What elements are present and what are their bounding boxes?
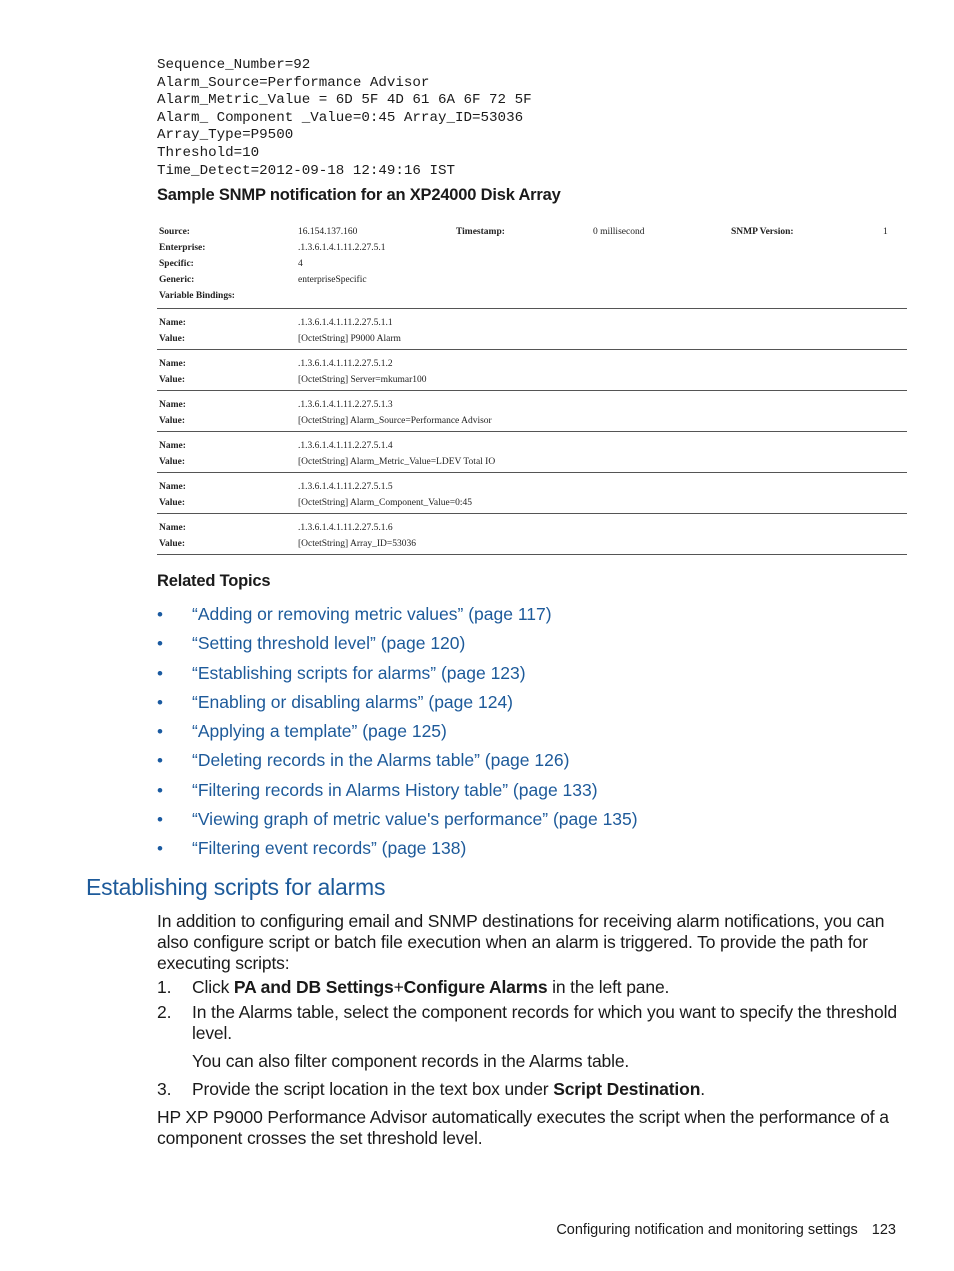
step-number: 1. [157, 977, 172, 997]
related-topic-link[interactable]: “Viewing graph of metric value's performance” (page 135) [192, 809, 638, 830]
related-topics-list [157, 600, 638, 864]
page-footer [556, 1222, 896, 1238]
menu-separator: + [393, 977, 404, 997]
name-label: Name: [159, 482, 186, 492]
step-text-part: in the left pane. [547, 977, 670, 997]
binding-value-row [157, 413, 907, 429]
generic-value: enterpriseSpecific [298, 275, 367, 285]
related-topic-link[interactable]: “Filtering records in Alarms History table” (page 133) [192, 779, 598, 800]
code-line: Alarm_Metric_Value = 6D 5F 4D 61 6A 6F 72 5F [157, 92, 532, 109]
related-topic-link[interactable]: “Adding or removing metric values” (page 117) [192, 604, 552, 624]
related-topic-item [157, 717, 638, 746]
snmp-row-specific [157, 256, 907, 272]
related-topic-link[interactable]: “Setting threshold level” (page 120) [192, 633, 466, 654]
binding-value-row [157, 372, 907, 388]
value-label: Value: [159, 375, 186, 385]
binding-name: .1.3.6.1.4.1.11.2.27.5.1.4 [298, 441, 393, 451]
binding-value-row [157, 331, 907, 347]
binding-name-row [157, 438, 907, 454]
name-label: Name: [159, 400, 186, 410]
bullet-icon: • [157, 692, 163, 712]
code-line: Threshold=10 [157, 144, 260, 161]
related-topic-link[interactable]: “Filtering event records” (page 138) [192, 838, 467, 859]
generic-label: Generic: [159, 275, 195, 285]
related-topic-link[interactable]: “Enabling or disabling alarms” (page 124) [192, 691, 514, 712]
value-label: Value: [159, 416, 186, 426]
value-label: Value: [159, 457, 186, 467]
source-value: 16.154.137.160 [298, 227, 358, 237]
binding-name-row [157, 520, 907, 536]
binding-name-row [157, 356, 907, 372]
timestamp-value: 0 millisecond [593, 227, 645, 237]
figure-caption: Sample SNMP notification for an XP24000 Disk Array [157, 186, 561, 204]
code-line: Array_Type=P9500 [157, 127, 294, 144]
related-topic-item [157, 688, 638, 717]
menu-path-pa-db-settings: PA and DB Settings [233, 977, 394, 997]
specific-label: Specific: [159, 259, 194, 269]
value-label: Value: [159, 498, 186, 508]
binding-value-row [157, 536, 907, 552]
related-topic-link[interactable]: “Establishing scripts for alarms” (page 123) [192, 662, 526, 683]
snmp-row-enterprise [157, 240, 907, 256]
step-note-text: You can also filter component records in the Alarms table. [192, 1051, 630, 1071]
name-label: Name: [159, 441, 186, 451]
binding-name-row [157, 315, 907, 331]
related-topic-item [157, 629, 638, 658]
related-topic-link[interactable]: “Deleting records in the Alarms table” (page 126) [192, 750, 570, 771]
snmp-notification-figure [157, 224, 907, 555]
step-number: 2. [157, 1002, 172, 1022]
menu-path-configure-alarms: Configure Alarms [403, 977, 548, 997]
binding-value: [OctetString] Alarm_Component_Value=0:45 [298, 498, 472, 508]
name-label: Name: [159, 318, 186, 328]
binding-block [157, 308, 907, 349]
specific-value: 4 [298, 259, 303, 269]
code-line: Alarm_Source=Performance Advisor [157, 74, 430, 91]
related-topic-item [157, 659, 638, 688]
binding-name: .1.3.6.1.4.1.11.2.27.5.1.1 [298, 318, 393, 328]
binding-block [157, 513, 907, 554]
related-topic-link[interactable]: “Applying a template” (page 125) [192, 721, 447, 742]
bullet-icon: • [157, 751, 163, 771]
figure-bottom-rule [157, 554, 907, 555]
value-label: Value: [159, 539, 186, 549]
section-heading: Establishing scripts for alarms [86, 874, 386, 900]
closing-paragraph: HP XP P9000 Performance Advisor automatically executes the script when the performance of a component crosses the set threshold level. [157, 1107, 889, 1148]
value-label: Value: [159, 334, 186, 344]
binding-value-row [157, 454, 907, 470]
step-number: 3. [157, 1079, 172, 1099]
binding-value: [OctetString] Alarm_Source=Performance Advisor [298, 416, 492, 426]
binding-name: .1.3.6.1.4.1.11.2.27.5.1.2 [298, 359, 393, 369]
snmp-row-source [157, 224, 907, 240]
step-text: In the Alarms table, select the component records for which you want to specify the threshold level. [192, 1002, 897, 1043]
step-text [192, 1079, 897, 1100]
bullet-icon: • [157, 810, 163, 830]
snmp-row-generic [157, 272, 907, 288]
related-topic-item [157, 805, 638, 834]
binding-value-row [157, 495, 907, 511]
related-topic-item [157, 600, 638, 629]
timestamp-label: Timestamp: [456, 227, 505, 237]
enterprise-label: Enterprise: [159, 243, 206, 253]
binding-value: [OctetString] Alarm_Metric_Value=LDEV Total IO [298, 457, 496, 467]
bullet-icon: • [157, 722, 163, 742]
version-label: SNMP Version: [731, 227, 794, 237]
step-text-part: Provide the script location in the text box under [192, 1079, 554, 1099]
step-text-part: Click [192, 977, 234, 997]
binding-name: .1.3.6.1.4.1.11.2.27.5.1.6 [298, 523, 393, 533]
binding-name-row [157, 479, 907, 495]
code-line: Time_Detect=2012-09-18 12:49:16 IST [157, 162, 455, 179]
binding-value: [OctetString] Server=mkumar100 [298, 375, 427, 385]
source-label: Source: [159, 227, 190, 237]
binding-block [157, 431, 907, 472]
code-line: Alarm_ Component _Value=0:45 Array_ID=53036 [157, 109, 524, 126]
related-topic-item [157, 776, 638, 805]
binding-name: .1.3.6.1.4.1.11.2.27.5.1.5 [298, 482, 393, 492]
bindings-label: Variable Bindings: [159, 291, 235, 301]
binding-value: [OctetString] P9000 Alarm [298, 334, 401, 344]
field-script-destination: Script Destination [553, 1079, 701, 1099]
code-line: Sequence_Number=92 [157, 57, 311, 73]
binding-value: [OctetString] Array_ID=53036 [298, 539, 417, 549]
bullet-icon: • [157, 605, 163, 624]
related-topic-item [157, 834, 638, 863]
enterprise-value: .1.3.6.1.4.1.11.2.27.5.1 [298, 243, 386, 253]
bullet-icon: • [157, 663, 163, 683]
version-value: 1 [883, 227, 888, 237]
binding-block [157, 472, 907, 513]
binding-name-row [157, 397, 907, 413]
bullet-icon: • [157, 780, 163, 800]
snmp-header [157, 224, 907, 308]
footer-chapter-title: Configuring notification and monitoring settings [556, 1222, 858, 1238]
sample-output-code [157, 57, 532, 180]
snmp-row-bindings [157, 288, 907, 304]
bullet-icon: • [157, 634, 163, 654]
bullet-icon: • [157, 839, 163, 859]
intro-paragraph: In addition to configuring email and SNMP destinations for receiving alarm notifications, you can also configure script or batch file execution when an alarm is triggered. To provide the path for executing scripts: [157, 911, 885, 973]
related-topics-heading: Related Topics [157, 572, 271, 590]
name-label: Name: [159, 359, 186, 369]
step-text-part: . [700, 1079, 705, 1099]
step-text [192, 977, 897, 998]
page-number: 123 [871, 1222, 896, 1238]
binding-name: .1.3.6.1.4.1.11.2.27.5.1.3 [298, 400, 393, 410]
related-topic-item [157, 746, 638, 775]
binding-block [157, 349, 907, 390]
name-label: Name: [159, 523, 186, 533]
binding-block [157, 390, 907, 431]
